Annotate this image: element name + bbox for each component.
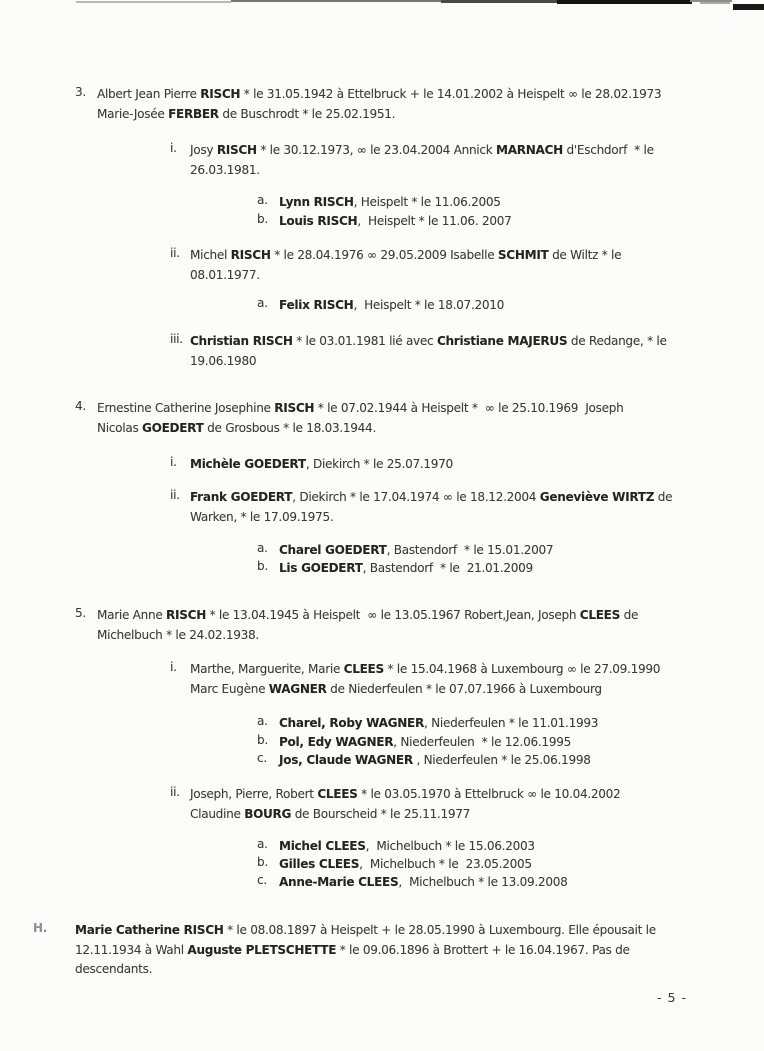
text-segment: Ernestine Catherine Josephine xyxy=(97,401,275,415)
text-segment: FERBER xyxy=(168,106,219,121)
entry-label: b. xyxy=(257,559,268,573)
text-segment: * le 03.05.1970 à Ettelbruck ∞ le 10.04.2002 xyxy=(357,787,621,801)
entry-line xyxy=(190,352,667,372)
text-segment: Michèle GOEDERT xyxy=(190,457,306,471)
text-segment: Joseph, Pierre, Robert xyxy=(190,787,318,801)
entry-line xyxy=(190,266,621,286)
entry-label: a. xyxy=(257,193,268,207)
text-segment: Gilles CLEES xyxy=(279,857,360,871)
scan-artifact-top-edge xyxy=(441,0,561,3)
text-segment: * le 15.04.1968 à Luxembourg ∞ le 27.09.1990 xyxy=(383,662,661,676)
text-segment: Claudine xyxy=(190,806,245,821)
entry-line xyxy=(97,606,638,626)
text-segment: Marie Anne xyxy=(97,608,167,622)
text-segment: Geneviève WIRTZ xyxy=(539,490,655,504)
text-segment: de Grosbous * le 18.03.1944. xyxy=(203,420,377,435)
scan-artifact-top-edge xyxy=(557,0,692,4)
scan-artifact-top-edge xyxy=(231,0,441,2)
entry-label: H. xyxy=(33,921,48,935)
entry-line xyxy=(97,105,661,125)
entry-sub xyxy=(257,541,553,561)
text-segment: Michelbuch * le 24.02.1938. xyxy=(97,627,259,642)
text-segment: , Diekirch * le 25.07.1970 xyxy=(305,457,453,471)
entry-sub xyxy=(257,733,571,753)
text-segment: de Buschrodt * le 25.02.1951. xyxy=(218,106,396,121)
entry-line xyxy=(279,193,501,213)
text-segment: SCHMIT xyxy=(497,248,549,262)
entry-label: 5. xyxy=(75,606,86,620)
text-segment: , Bastendorf * le 21.01.2009 xyxy=(362,561,533,575)
text-segment: , Michelbuch * le 23.05.2005 xyxy=(359,857,532,871)
entry-letter xyxy=(33,921,656,980)
entry-label: i. xyxy=(170,141,177,155)
entry-line xyxy=(279,837,535,857)
entry-label: a. xyxy=(257,837,268,851)
text-segment: * le 13.04.1945 à Heispelt ∞ le 13.05.1967 Robert,Jean, Joseph xyxy=(206,608,580,622)
page-number: - 5 - xyxy=(657,990,687,1005)
entry-line xyxy=(190,141,654,161)
text-segment: Frank GOEDERT xyxy=(190,490,293,504)
text-segment: 19.06.1980 xyxy=(190,353,257,368)
entry-sub xyxy=(257,855,532,875)
entry-numbered xyxy=(75,399,623,438)
scan-artifact-top-edge xyxy=(76,1,231,3)
text-segment: Lis GOEDERT xyxy=(279,561,363,575)
text-segment: Christiane MAJERUS xyxy=(436,334,568,348)
entry-line xyxy=(279,733,571,753)
entry-sub xyxy=(257,873,567,893)
text-segment: , Niederfeulen * le 11.01.1993 xyxy=(424,716,599,730)
text-segment: Marthe, Marguerite, Marie xyxy=(190,662,344,676)
entry-label: b. xyxy=(257,212,268,226)
entry-sub xyxy=(170,660,660,699)
text-segment: Michel CLEES xyxy=(279,839,366,853)
entry-numbered xyxy=(75,606,638,645)
entry-line xyxy=(190,488,672,508)
text-segment: , Heispelt * le 18.07.2010 xyxy=(353,298,505,312)
text-segment: d'Eschdorf * le xyxy=(562,143,654,157)
entry-label: c. xyxy=(257,873,267,887)
text-segment: RISCH xyxy=(274,401,315,415)
entry-sub xyxy=(170,332,667,371)
text-segment: Pol, Edy WAGNER xyxy=(279,735,394,749)
entry-label: i. xyxy=(170,660,177,674)
entry-label: b. xyxy=(257,733,268,747)
text-segment: Anne-Marie CLEES xyxy=(279,875,399,889)
entry-line xyxy=(190,161,654,181)
entry-line xyxy=(97,626,638,646)
text-segment: BOURG xyxy=(244,806,292,821)
text-segment: Auguste PLETSCHETTE xyxy=(187,942,337,957)
text-segment: Marc Eugène xyxy=(190,681,269,696)
entry-line xyxy=(75,960,656,980)
scan-artifact-top-edge xyxy=(700,2,730,4)
text-segment: de Niederfeulen * le 07.07.1966 à Luxembourg xyxy=(326,681,602,696)
text-segment: , Heispelt * le 11.06.2005 xyxy=(353,195,501,209)
text-segment: de Wiltz * le xyxy=(548,248,622,262)
entry-line xyxy=(279,714,598,734)
entry-sub xyxy=(257,296,504,316)
text-segment: CLEES xyxy=(579,608,621,622)
text-segment: WAGNER xyxy=(268,681,327,696)
entry-label: a. xyxy=(257,296,268,310)
entry-line xyxy=(190,805,620,825)
text-segment: * le 28.04.1976 ∞ 29.05.2009 Isabelle xyxy=(270,248,498,262)
text-segment: de xyxy=(654,490,673,504)
entry-sub xyxy=(257,714,598,734)
entry-label: i. xyxy=(170,455,177,469)
text-segment: Marie-Josée xyxy=(97,106,169,121)
entry-label: b. xyxy=(257,855,268,869)
text-segment: Josy xyxy=(190,143,217,157)
entry-sub xyxy=(170,141,654,180)
entry-line xyxy=(279,855,532,875)
text-segment: , Niederfeulen * le 25.06.1998 xyxy=(412,753,591,767)
text-segment: RISCH xyxy=(166,608,206,622)
entry-line xyxy=(75,941,656,961)
text-segment: Charel, Roby WAGNER xyxy=(279,716,424,730)
entry-label: 3. xyxy=(75,85,86,99)
entry-sub xyxy=(257,193,501,213)
entry-line xyxy=(279,212,511,232)
text-segment: , Heispelt * le 11.06. 2007 xyxy=(357,214,512,228)
text-segment: RISCH xyxy=(216,143,257,157)
entry-line xyxy=(190,246,621,266)
entry-line xyxy=(97,419,623,439)
scan-artifact-top-right-corner xyxy=(733,4,764,10)
text-segment: Warken, * le 17.09.1975. xyxy=(190,509,334,524)
text-segment: Christian RISCH xyxy=(190,334,293,348)
entry-sub xyxy=(257,212,511,232)
text-segment: Michel xyxy=(190,248,231,262)
text-segment: , Diekirch * le 17.04.1974 ∞ le 18.12.2004 xyxy=(292,490,540,504)
entry-sub xyxy=(170,455,453,475)
entry-sub xyxy=(257,751,591,771)
entry-label: iii. xyxy=(170,332,183,346)
entry-sub xyxy=(257,559,533,579)
text-segment: Lynn RISCH xyxy=(279,195,354,209)
entry-sub xyxy=(257,837,535,857)
text-segment: CLEES xyxy=(317,787,358,801)
text-segment: Felix RISCH xyxy=(279,298,354,312)
entry-line xyxy=(190,508,672,528)
text-segment: RISCH xyxy=(200,87,241,101)
entry-numbered xyxy=(75,85,661,124)
entry-line xyxy=(75,921,656,941)
text-segment: , Bastendorf * le 15.01.2007 xyxy=(386,543,554,557)
entry-line xyxy=(279,559,533,579)
entry-line xyxy=(279,296,504,316)
text-segment: de xyxy=(620,608,639,622)
text-segment: * le 08.08.1897 à Heispelt + le 28.05.1990 à Luxembourg. Elle épousait le xyxy=(223,923,656,937)
entry-line xyxy=(190,660,660,680)
text-segment: Marie Catherine RISCH xyxy=(75,923,224,937)
entry-label: 4. xyxy=(75,399,86,413)
text-segment: MARNACH xyxy=(496,143,563,157)
entry-sub xyxy=(170,785,620,824)
text-segment: * le 09.06.1896 à Brottert + le 16.04.1967. Pas de xyxy=(336,942,630,957)
text-segment: Charel GOEDERT xyxy=(279,543,387,557)
text-segment: descendants. xyxy=(75,962,153,976)
text-segment: Jos, Claude WAGNER xyxy=(279,753,413,767)
text-segment: * le 07.02.1944 à Heispelt * ∞ le 25.10.1969 Joseph xyxy=(314,401,624,415)
text-segment: , Niederfeulen * le 12.06.1995 xyxy=(393,735,571,749)
text-segment: de Redange, * le xyxy=(567,334,667,348)
entry-label: a. xyxy=(257,541,268,555)
entry-line xyxy=(279,873,567,893)
text-segment: de Bourscheid * le 25.11.1977 xyxy=(291,806,471,821)
entry-sub xyxy=(170,488,672,527)
entry-sub xyxy=(170,246,621,285)
entry-label: ii. xyxy=(170,246,180,260)
entry-label: c. xyxy=(257,751,267,765)
entry-label: ii. xyxy=(170,785,180,799)
entry-line xyxy=(97,85,661,105)
text-segment: * le 30.12.1973, ∞ le 23.04.2004 Annick xyxy=(256,143,496,157)
text-segment: 12.11.1934 à Wahl xyxy=(75,942,188,957)
entry-line xyxy=(190,332,667,352)
text-segment: Louis RISCH xyxy=(279,214,358,228)
text-segment: * le 31.05.1942 à Ettelbruck + le 14.01.2002 à Heispelt ∞ le 28.02.1973 xyxy=(240,87,662,101)
text-segment: , Michelbuch * le 15.06.2003 xyxy=(365,839,535,853)
text-segment: 08.01.1977. xyxy=(190,267,260,282)
text-segment: , Michelbuch * le 13.09.2008 xyxy=(398,875,568,889)
entry-line xyxy=(279,541,553,561)
entry-line xyxy=(97,399,623,419)
entry-line xyxy=(190,785,620,805)
entry-line xyxy=(190,455,453,475)
text-segment: Albert Jean Pierre xyxy=(97,87,201,101)
text-segment: CLEES xyxy=(343,662,384,676)
entry-label: a. xyxy=(257,714,268,728)
text-segment: 26.03.1981. xyxy=(190,162,260,177)
text-segment: Nicolas xyxy=(97,420,143,435)
text-segment: * le 03.01.1981 lié avec xyxy=(292,334,437,348)
entry-line xyxy=(190,680,660,700)
text-segment: GOEDERT xyxy=(142,420,204,435)
entry-line xyxy=(279,751,591,771)
entry-label: ii. xyxy=(170,488,180,502)
text-segment: RISCH xyxy=(230,248,271,262)
